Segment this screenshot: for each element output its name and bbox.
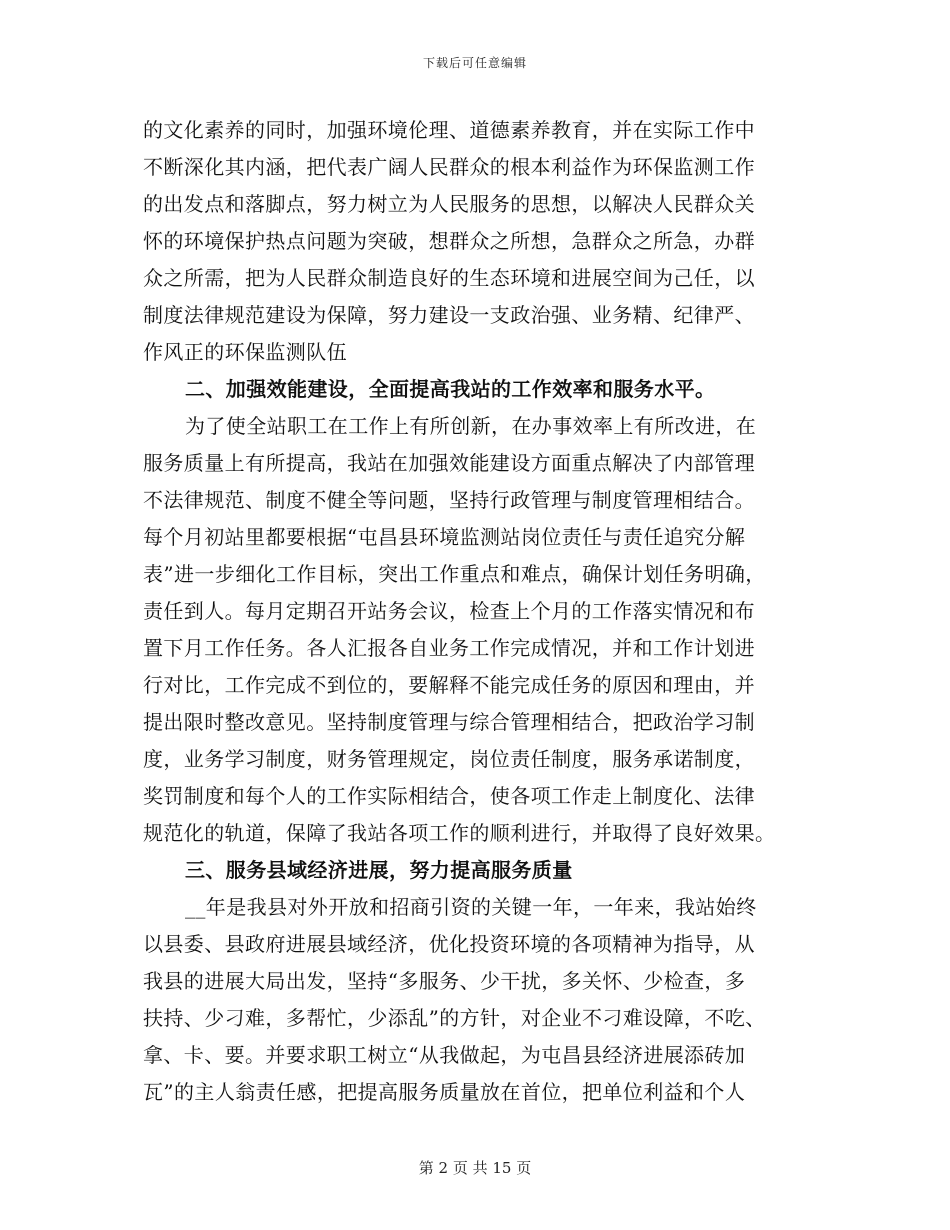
text-line: 的文化素养的同时，加强环境伦理、道德素养教育，并在实际工作中 [143, 118, 755, 142]
text-line: 怀的环境保护热点问题为突破，想群众之所想，急群众之所急，办群 [143, 229, 755, 253]
text-line: 行对比，工作完成不到位的，要解释不能完成任务的原因和理由，并 [143, 673, 755, 697]
section-heading: 二、加强效能建设，全面提高我站的工作效率和服务水平。 [185, 377, 716, 401]
text-line: 责任到人。每月定期召开站务会议，检查上个月的工作落实情况和布 [143, 599, 755, 623]
paragraph-first-line: 为了使全站职工在工作上有所创新，在办事效率上有所改进，在 [185, 414, 757, 438]
text-line: 置下月工作任务。各人汇报各自业务工作完成情况，并和工作计划进 [143, 636, 755, 660]
text-line: 瓦”的主人翁责任感，把提高服务质量放在首位，把单位利益和个人 [143, 1080, 746, 1104]
text-line: 作风正的环保监测队伍 [143, 340, 347, 364]
text-line: 不法律规范、制度不健全等问题，坚持行政管理与制度管理相结合。 [143, 488, 755, 512]
text-line: 奖罚制度和每个人的工作实际相结合，使各项工作走上制度化、法律 [143, 784, 755, 808]
text-line: 扶持、少刁难，多帮忙，少添乱”的方针，对企业不刁难设障，不吃、 [143, 1006, 766, 1030]
page-header: 下载后可任意编辑 [422, 56, 527, 70]
section-heading: 三、服务县域经济进展，努力提高服务质量 [185, 858, 573, 882]
text-line: 度，业务学习制度，财务管理规定，岗位责任制度，服务承诺制度， [143, 747, 755, 771]
text-line: 拿、卡、要。并要求职工树立“从我做起，为屯昌县经济进展添砖加 [143, 1043, 746, 1067]
text-line: 众之所需，把为人民群众制造良好的生态环境和进展空间为己任，以 [143, 266, 755, 290]
text-line: 提出限时整改意见。坚持制度管理与综合管理相结合，把政治学习制 [143, 710, 755, 734]
text-line: 以县委、县政府进展县域经济，优化投资环境的各项精神为指导，从 [143, 932, 755, 956]
text-line: 不断深化其内涵，把代表广阔人民群众的根本利益作为环保监测工作 [143, 155, 755, 179]
text-line: 规范化的轨道，保障了我站各项工作的顺利进行，并取得了良好效果。 [143, 821, 776, 845]
text-line: 的出发点和落脚点，努力树立为人民服务的思想，以解决人民群众关 [143, 192, 755, 216]
text-line: 服务质量上有所提高，我站在加强效能建设方面重点解决了内部管理 [143, 451, 755, 475]
text-line: 制度法律规范建设为保障，努力建设一支政治强、业务精、纪律严、 [143, 303, 755, 327]
page-number: 第 2 页 共 15 页 [418, 1159, 532, 1177]
text-line: 每个月初站里都要根据“屯昌县环境监测站岗位责任与责任追究分解 [143, 525, 746, 549]
document-body [143, 112, 803, 1111]
text-line: 我县的进展大局出发，坚持“多服务、少干扰，多关怀、少检查，多 [143, 969, 746, 993]
text-line: 表”进一步细化工作目标，突出工作重点和难点，确保计划任务明确， [143, 562, 766, 586]
paragraph-first-line: __年是我县对外开放和招商引资的关键一年，一年来，我站始终 [185, 895, 757, 919]
